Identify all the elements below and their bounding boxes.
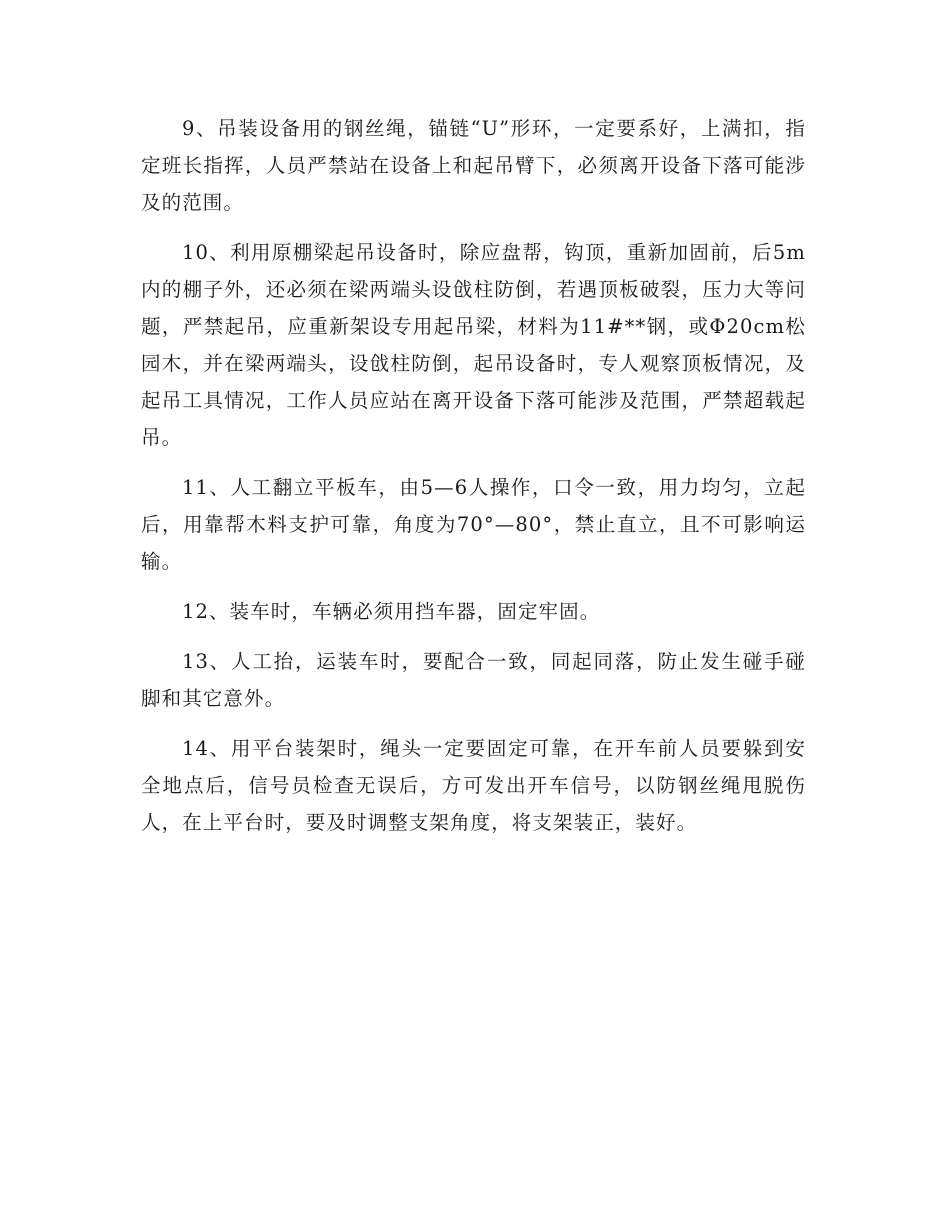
paragraph-item-12: 12、装车时，车辆必须用挡车器，固定牢固。 bbox=[181, 600, 601, 623]
paragraph-item-11: 11、人工翻立平板车，由5—6人操作，口令一致，用力均匀，立起后，用靠帮木料支护可靠，角度为70°—80°，禁止直立，且不可影响运输。 bbox=[141, 476, 806, 573]
paragraph-item-13: 13、人工抬，运装车时，要配合一致，同起同落，防止发生碰手碰脚和其它意外。 bbox=[141, 650, 806, 710]
paragraph-item-9: 9、吊装设备用的钢丝绳，锚链“U”形环，一定要系好，上满扣，指定班长指挥，人员严禁站在设备上和起吊臂下，必须离开设备下落可能涉及的范围。 bbox=[141, 117, 806, 214]
document-body bbox=[141, 110, 806, 854]
paragraph-item-14: 14、用平台装架时，绳头一定要固定可靠，在开车前人员要躲到安全地点后，信号员检查无误后，方可发出开车信号，以防钢丝绳甩脱伤人，在上平台时，要及时调整支架角度，将支架装正，装好。 bbox=[141, 737, 806, 834]
paragraph-item-10: 10、利用原棚梁起吊设备时，除应盘帮，钩顶，重新加固前，后5m内的棚子外，还必须在梁两端头设戗柱防倒，若遇顶板破裂，压力大等问题，严禁起吊，应重新架设专用起吊梁，材料为11#**钢，或Φ20cm松园木，并在梁两端头，设戗柱防倒，起吊设备时，专人观察顶板情况，及起吊工具情况，工作人员应站在离开设备下落可能涉及范围，严禁超载起吊。 bbox=[141, 241, 806, 449]
